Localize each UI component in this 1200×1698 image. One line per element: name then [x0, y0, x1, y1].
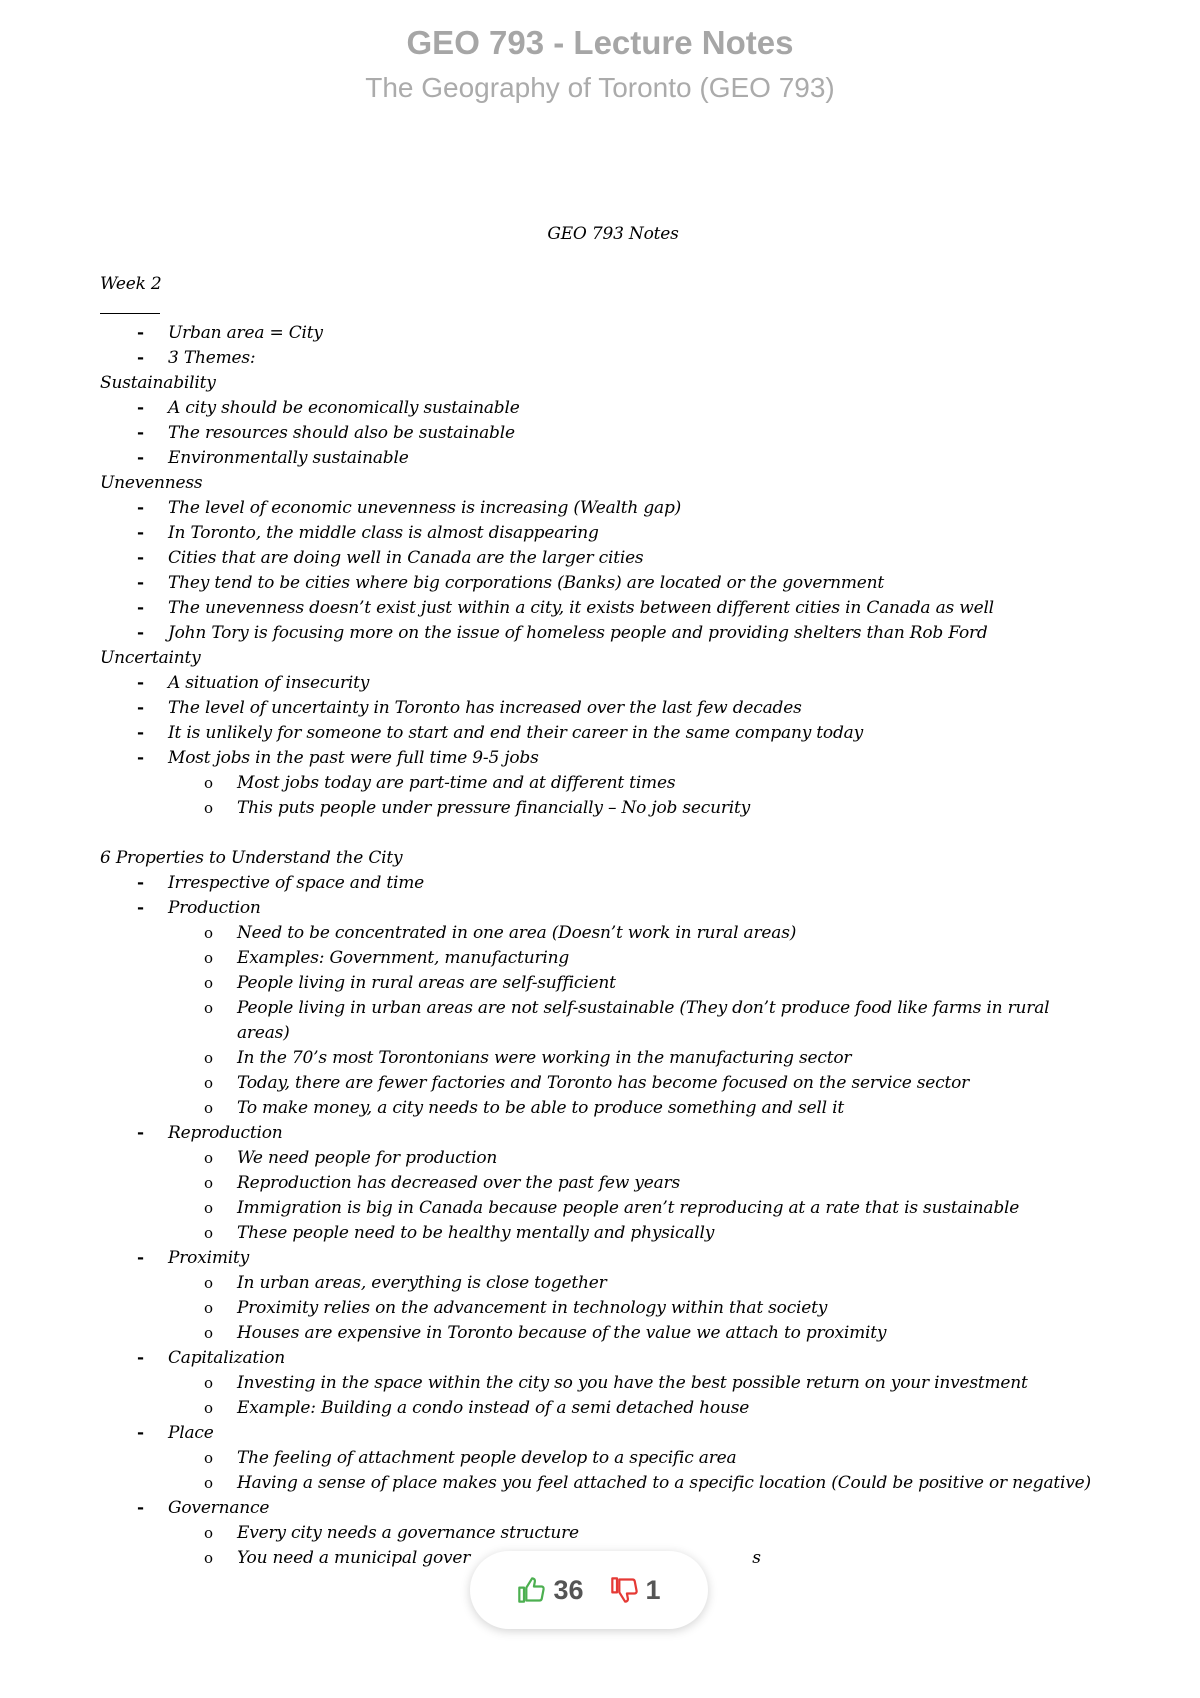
property-title: - Capitalization — [100, 1346, 1140, 1371]
list-item: - In Toronto, the middle class is almost disappearing — [100, 521, 1140, 546]
sub-list-item: o Houses are expensive in Toronto because of the value we attach to proximity — [100, 1321, 1140, 1346]
sub-list-item: o Immigration is big in Canada because people aren’t reproducing at a rate that is sustainable — [100, 1196, 1140, 1221]
sub-list-item: o Investing in the space within the city so you have the best possible return on your investment — [100, 1371, 1140, 1396]
section-heading: Sustainability — [100, 373, 216, 393]
list-item: - A city should be economically sustainable — [100, 396, 1140, 421]
sub-list-item-text-fragment: s — [752, 1548, 761, 1568]
document-title: GEO 793 - Lecture Notes — [406, 24, 794, 61]
sub-list-item: o Having a sense of place makes you feel attached to a specific location (Could be positive or negative) — [100, 1471, 1140, 1496]
list-item: - Cities that are doing well in Canada are the larger cities — [100, 546, 1140, 571]
sub-list-item: o Examples: Government, manufacturing — [100, 946, 1140, 971]
list-item: - It is unlikely for someone to start and end their career in the same company today — [100, 721, 1140, 746]
upvote-button[interactable] — [517, 1575, 583, 1606]
list-item: - The resources should also be sustainable — [100, 421, 1140, 446]
section-heading: Uncertainty — [100, 648, 201, 668]
sub-list-item-text: You need a municipal gover — [237, 1548, 471, 1568]
section-heading: 6 Properties to Understand the City — [100, 848, 403, 868]
list-item: - The level of uncertainty in Toronto has increased over the last few decades — [100, 696, 1140, 721]
sub-list-item: o People living in rural areas are self-sufficient — [100, 971, 1140, 996]
list-item: - The level of economic unevenness is increasing (Wealth gap) — [100, 496, 1140, 521]
property-title: - Place — [100, 1421, 1140, 1446]
sub-list-item: o To make money, a city needs to be able to produce something and sell it — [100, 1096, 1140, 1121]
property-title: - Production — [100, 896, 1140, 921]
sub-list-item: o We need people for production — [100, 1146, 1140, 1171]
list-item: - The unevenness doesn’t exist just within a city, it exists between different cities in Canada as well — [100, 596, 1140, 621]
list-item: - Urban area = City — [100, 321, 1140, 346]
sub-list-item: o This puts people under pressure financially – No job security — [100, 796, 1140, 821]
section-heading: Unevenness — [100, 473, 203, 493]
divider — [100, 297, 1140, 321]
property-title: - Reproduction — [100, 1121, 1140, 1146]
list-item: - 3 Themes: — [100, 346, 1140, 371]
sub-list-item-continuation: areas) — [237, 1023, 290, 1043]
list-item: - Most jobs in the past were full time 9-5 jobs — [100, 746, 1140, 771]
list-item: - They tend to be cities where big corporations (Banks) are located or the government — [100, 571, 1140, 596]
sub-list-item: o In urban areas, everything is close together — [100, 1271, 1140, 1296]
list-item: - John Tory is focusing more on the issue of homeless people and providing shelters than Rob Ford — [100, 621, 1140, 646]
week-label: Week 2 — [100, 274, 162, 294]
sub-list-item: o Most jobs today are part-time and at different times — [100, 771, 1140, 796]
sub-list-item: o These people need to be healthy mentally and physically — [100, 1221, 1140, 1246]
upvote-count: 36 — [553, 1574, 584, 1605]
sub-list-item: o Every city needs a governance structure — [100, 1521, 1140, 1546]
document-body — [100, 222, 1140, 1571]
property-title: - Governance — [100, 1496, 1140, 1521]
downvote-count: 1 — [645, 1574, 661, 1605]
document-subtitle: The Geography of Toronto (GEO 793) — [365, 72, 835, 103]
vote-widget — [470, 1551, 708, 1629]
sub-list-item: o Need to be concentrated in one area (Doesn’t work in rural areas) — [100, 921, 1140, 946]
sub-list-item: o People living in urban areas are not self-sustainable (They don’t produce food like farms in rural — [100, 996, 1140, 1021]
list-item: - A situation of insecurity — [100, 671, 1140, 696]
list-item: - Environmentally sustainable — [100, 446, 1140, 471]
sub-list-item: o Today, there are fewer factories and Toronto has become focused on the service sector — [100, 1071, 1140, 1096]
sub-list-item: o Proximity relies on the advancement in technology within that society — [100, 1296, 1140, 1321]
thumbs-up-icon — [517, 1576, 545, 1604]
sub-list-item: o Reproduction has decreased over the past few years — [100, 1171, 1140, 1196]
sub-list-item: o Example: Building a condo instead of a semi detached house — [100, 1396, 1140, 1421]
sub-list-item: o In the 70’s most Torontonians were working in the manufacturing sector — [100, 1046, 1140, 1071]
list-item: - Irrespective of space and time — [100, 871, 1140, 896]
downvote-button[interactable] — [610, 1575, 661, 1606]
sub-list-item: o The feeling of attachment people develop to a specific area — [100, 1446, 1140, 1471]
property-title: - Proximity — [100, 1246, 1140, 1271]
notes-heading: GEO 793 Notes — [547, 224, 679, 244]
thumbs-down-icon — [610, 1576, 638, 1604]
